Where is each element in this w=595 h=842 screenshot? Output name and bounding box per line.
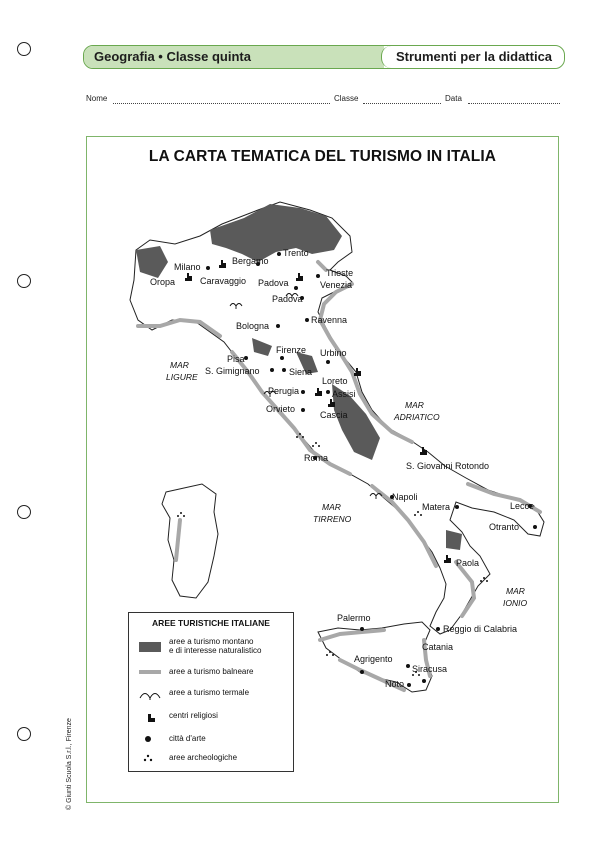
sea-adriatico-1: MAR (405, 400, 424, 410)
subject-label: Geografia • Classe quinta (94, 49, 251, 64)
page-title: LA CARTA TEMATICA DEL TURISMO IN ITALIA (148, 148, 497, 165)
label-firenze: Firenze (276, 345, 307, 355)
label-cascia: Cascia (320, 410, 348, 420)
label-matera: Matera (422, 502, 451, 512)
label-oropa: Oropa (150, 277, 176, 287)
mountain-area-swatch-icon (139, 642, 161, 652)
legend-seaside-text: aree a turismo balneare (169, 667, 254, 676)
legend-religious-text: centri religiosi (169, 711, 218, 720)
church-icon (139, 711, 161, 723)
label-catania: Catania (422, 642, 454, 652)
label-loreto: Loreto (322, 376, 348, 386)
label-lecce: Lecce (510, 501, 535, 511)
sea-ligure-1: MAR (170, 360, 189, 370)
label-bologna: Bologna (236, 321, 270, 331)
label-perugia: Perugia (268, 386, 300, 396)
thermal-fountain-icon (139, 688, 161, 700)
name-label: Nome (86, 94, 108, 103)
art-city-dot-icon (139, 734, 161, 744)
label-paola: Paola (456, 558, 480, 568)
label-palermo: Palermo (337, 613, 371, 623)
series-label: Strumenti per la didattica (396, 49, 553, 64)
label-siena: Siena (289, 367, 313, 377)
label-sgiovanni: S. Giovanni Rotondo (406, 461, 490, 471)
label-ravenna: Ravenna (311, 315, 348, 325)
label-noto: Noto (385, 679, 405, 689)
legend-mountain-line2: e di interesse naturalistico (169, 646, 262, 655)
sea-ionio-1: MAR (506, 586, 525, 596)
class-label: Classe (334, 94, 359, 103)
label-napoli: Napoli (392, 492, 418, 502)
copyright-notice: © Giunti Scuola S.r.l., Firenze (66, 718, 73, 810)
label-roma: Roma (304, 453, 329, 463)
label-milano: Milano (174, 262, 201, 272)
label-urbino: Urbino (320, 348, 347, 358)
sea-ligure-2: LIGURE (166, 372, 198, 382)
label-agrigento: Agrigento (354, 654, 393, 664)
label-siracusa: Siracusa (412, 664, 448, 674)
label-padova-1: Padova (258, 278, 289, 288)
legend-mountain-line1: aree a turismo montano (169, 637, 254, 646)
map-legend (128, 612, 294, 772)
label-assisi: Assisi (332, 389, 356, 399)
label-trieste: Trieste (326, 268, 354, 278)
sea-ionio-2: IONIO (503, 598, 528, 608)
legend-title: AREE TURISTICHE ITALIANE (152, 618, 270, 628)
legend-art-text: città d'arte (169, 734, 206, 743)
sea-adriatico-2: ADRIATICO (394, 412, 440, 422)
label-caravaggio: Caravaggio (200, 276, 247, 286)
sardinia-shape (162, 484, 218, 598)
label-pisa: Pisa (227, 354, 245, 364)
label-bergamo: Bergamo (232, 256, 269, 266)
sea-tirreno-2: TIRRENO (313, 514, 352, 524)
label-orvieto: Orvieto (266, 404, 296, 414)
sea-tirreno-1: MAR (322, 502, 341, 512)
date-label: Data (445, 94, 462, 103)
label-trento: Trento (283, 248, 309, 258)
seaside-line-swatch-icon (139, 670, 161, 674)
legend-archaeological-text: aree archeologiche (169, 753, 238, 762)
label-sgimignano: S. Gimignano (205, 366, 260, 376)
label-padova-2: Padova (272, 294, 303, 304)
label-venezia: Venezia (320, 280, 353, 290)
label-otranto: Otranto (489, 522, 520, 532)
legend-thermal-text: aree a turismo termale (169, 688, 250, 697)
label-reggio: Reggio di Calabria (443, 624, 518, 634)
archaeological-dots-icon (139, 753, 161, 763)
